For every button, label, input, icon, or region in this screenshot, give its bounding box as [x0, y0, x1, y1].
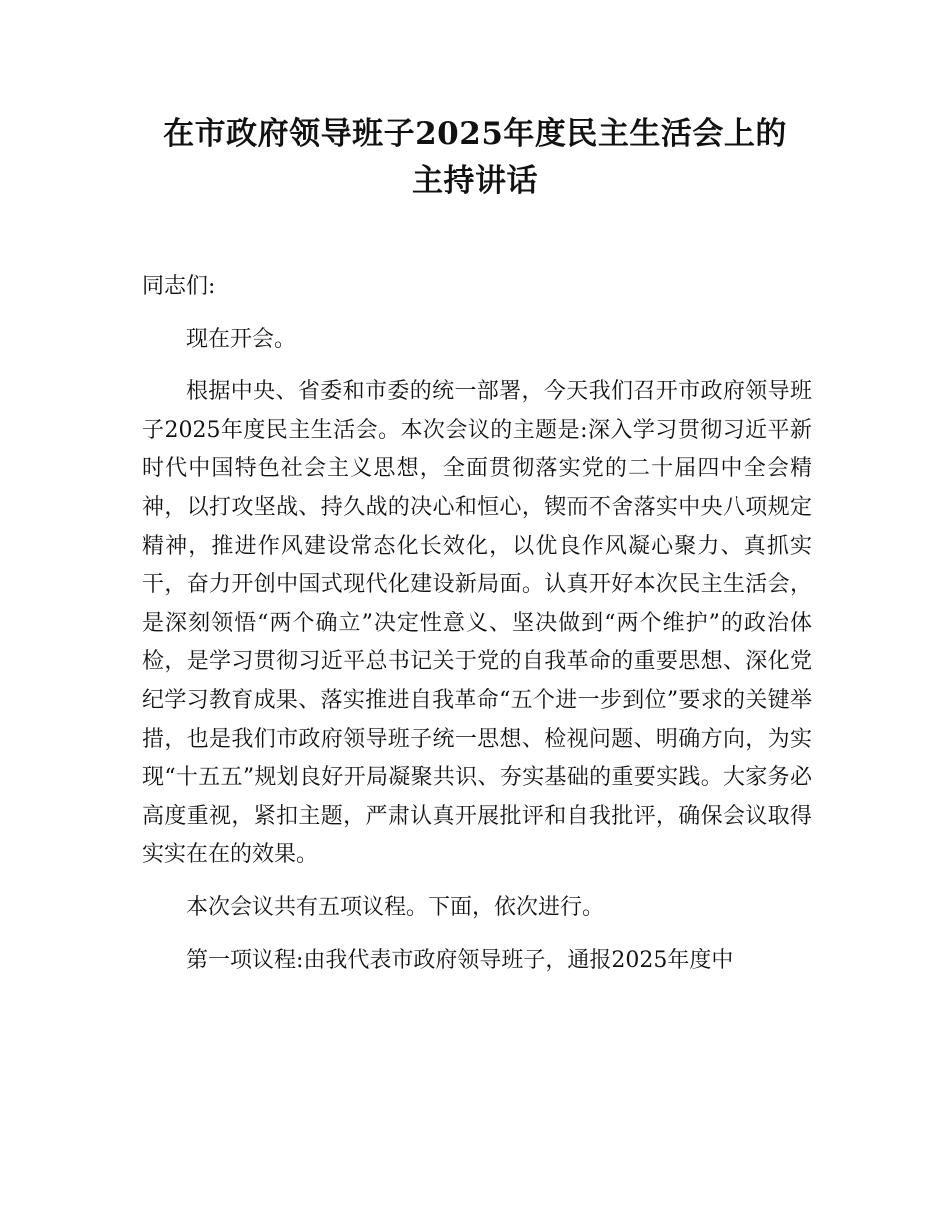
salutation: 同志们: — [142, 274, 216, 299]
paragraph-background: 根据中央、省委和市委的统一部署，今天我们召开市政府领导班子2025年度民主生活会。本次会议的主题是:深入学习贯彻习近平新时代中国特色社会主义思想，全面贯彻落实党的二十届四中全会精神，以打攻坚战、持久战的决心和恒心，锲而不舍落实中央八项规定精神，推进作风建设常态化长效化，以优良作风凝心聚力、真抓实干，奋力开创中国式现代化建设新局面。认真开好本次民主生活会，是深刻领悟“两个确立”决定性意义、坚决做到“两个维护”的政治体检，是学习贯彻习近平总书记关于党的自我革命的重要思想、深化党纪学习教育成果、落实推进自我革命“五个进一步到位”要求的关键举措，也是我们市政府领导班子统一思想、检视问题、明确方向，为实现“十五五”规划良好开局凝聚共识、夯实基础的重要实践。大家务必高度重视，紧扣主题，严肃认真开展批评和自我批评，确保会议取得实实在在的效果。 — [142, 379, 812, 868]
title-line-2: 主持讲话 — [412, 163, 538, 199]
paragraph-opening: 现在开会。 — [186, 326, 297, 352]
document-body — [142, 268, 812, 994]
paragraph-agenda-item-1: 第一项议程:由我代表市政府领导班子，通报2025年度中 — [186, 947, 734, 973]
document-title — [100, 111, 850, 205]
title-line-1: 在市政府领导班子2025年度民主生活会上的 — [163, 116, 787, 152]
paragraph-agenda-intro: 本次会议共有五项议程。下面，依次进行。 — [186, 894, 605, 920]
